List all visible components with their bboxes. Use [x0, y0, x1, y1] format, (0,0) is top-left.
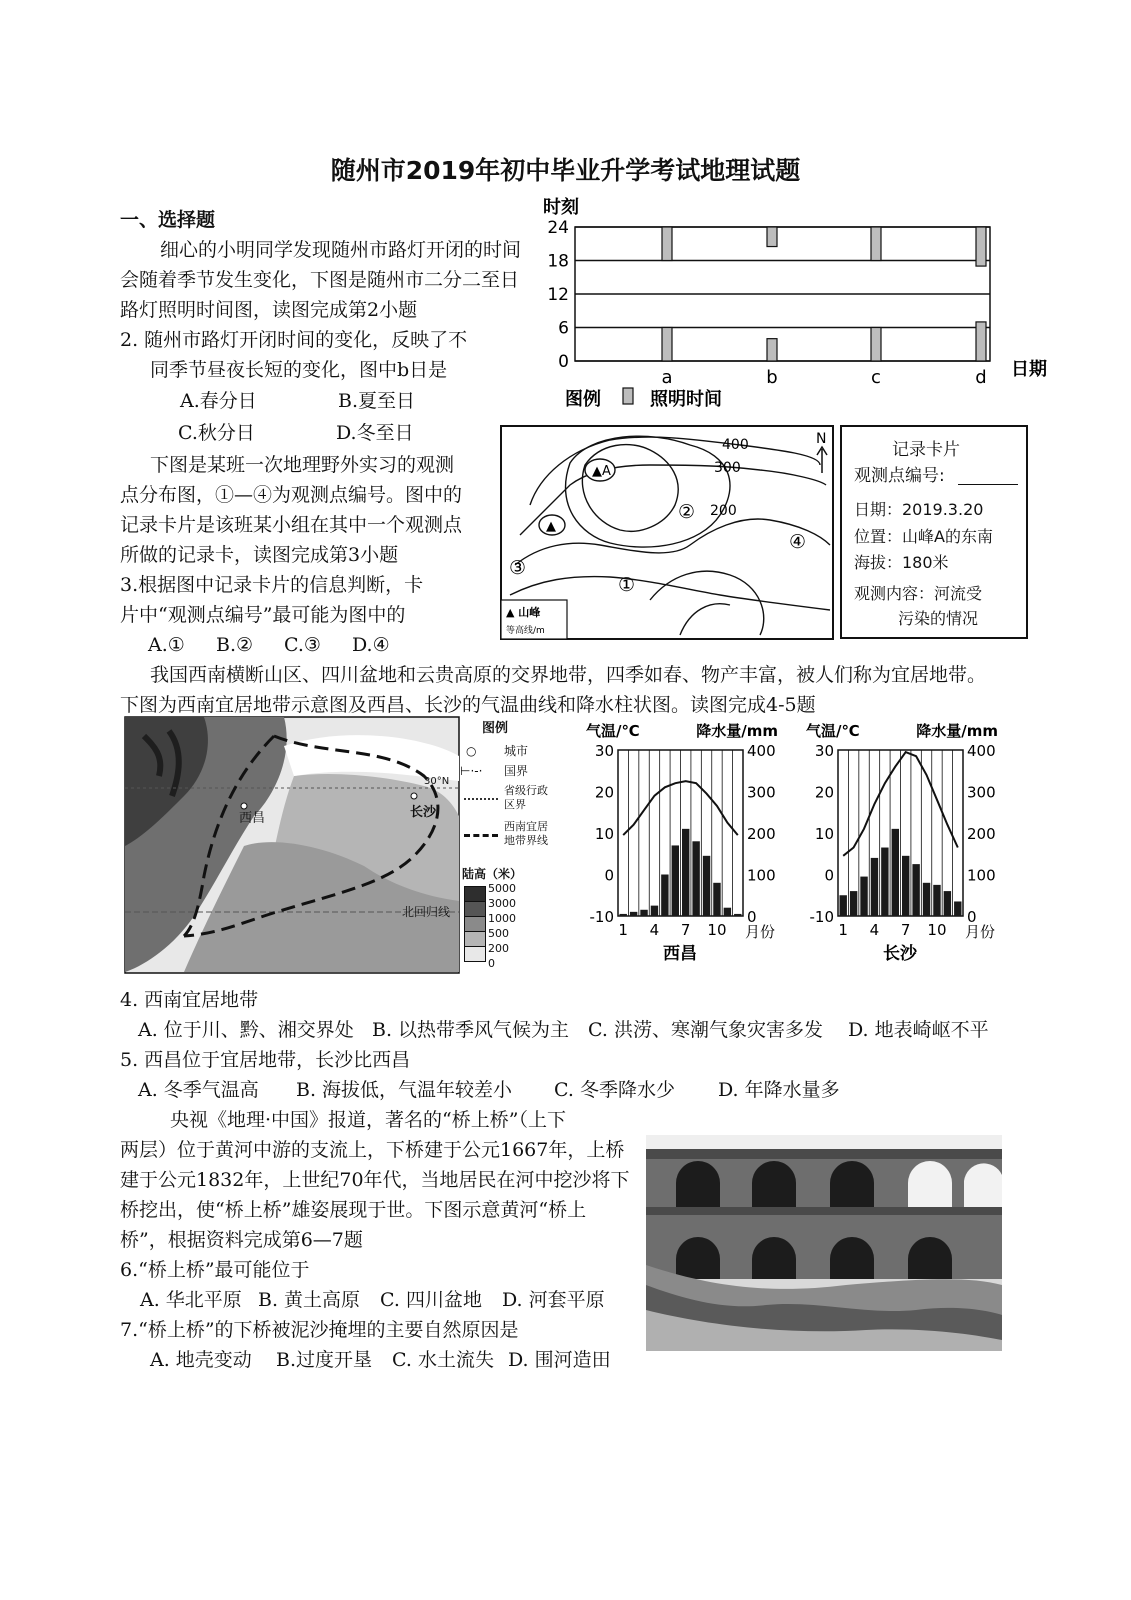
- lamp-legend-label: 照明时间: [650, 389, 722, 410]
- lamp-legend-prefix: 图例: [565, 389, 601, 410]
- climate-month-label: 月份: [965, 923, 996, 941]
- page-title: 随州市2019年初中毕业升学考试地理试题: [330, 156, 801, 185]
- q7-option-b[interactable]: B.过度开垦: [276, 1349, 373, 1371]
- intro-line: 下图为西南宜居地带示意图及西昌、长沙的气温曲线和降水柱状图。读图完成4-5题: [120, 694, 816, 716]
- intro-line: 下图是某班一次地理野外实习的观测: [150, 454, 455, 476]
- climate-precip-label: 降水量/mm: [696, 722, 778, 740]
- lamp-bar: [767, 227, 777, 247]
- climate-month-label: 月份: [745, 923, 776, 941]
- climate-station-name: 西昌: [663, 944, 697, 964]
- lamp-bar: [871, 328, 881, 362]
- lamp-y-tick: 12: [547, 285, 569, 305]
- lamp-legend-swatch: [623, 388, 633, 404]
- climate-right-tick: 400: [967, 742, 996, 760]
- climate-right-tick: 0: [747, 908, 757, 926]
- observation-point-3: ③: [509, 557, 527, 579]
- record-card-id: 观测点编号:: [854, 466, 945, 486]
- lamp-lighting-chart: [535, 195, 1055, 415]
- lamp-y-tick: 0: [558, 352, 569, 372]
- precip-bar: [954, 901, 961, 916]
- q4-option-c[interactable]: C. 洪涝、寒潮气象灾害多发: [588, 1019, 823, 1041]
- climate-right-tick: 100: [967, 866, 996, 885]
- climate-x-tick: 10: [707, 921, 727, 939]
- map-legend-belt: 西南宜居地带界线: [504, 820, 548, 847]
- precip-bar: [672, 845, 679, 916]
- climate-station-name: 长沙: [883, 944, 917, 964]
- precip-bar: [640, 910, 647, 916]
- climate-x-tick: 4: [649, 921, 660, 939]
- intro-line: 点分布图，①—④为观测点编号。图中的: [120, 484, 463, 506]
- observation-point-2: ②: [678, 501, 696, 523]
- precip-bar: [850, 891, 857, 916]
- elev-label: 5000: [488, 882, 516, 895]
- north-label: N: [816, 431, 827, 447]
- bridge-photo: [646, 1135, 1002, 1351]
- southwest-livable-belt-map: [124, 716, 460, 974]
- contour-label-200: 200: [710, 503, 737, 519]
- map-lat-30: 30°N: [424, 776, 450, 787]
- climate-x-tick: 7: [680, 921, 691, 939]
- intro-line: 两层）位于黄河中游的支流上，下桥建于公元1667年，上桥: [120, 1139, 625, 1161]
- precip-bar: [651, 906, 658, 916]
- q5-option-b[interactable]: B. 海拔低，气温年较差小: [296, 1079, 513, 1101]
- elev-label: 200: [488, 942, 509, 955]
- question-4-stem: 4. 西南宜居地带: [120, 989, 259, 1011]
- precip-bar: [734, 914, 741, 916]
- contour-label-400: 400: [722, 437, 749, 453]
- intro-line: 路灯照明时间图，读图完成第2小题: [120, 299, 418, 321]
- q3-option-a[interactable]: A.①: [148, 634, 185, 656]
- record-card-content: 污染的情况: [898, 609, 979, 628]
- lamp-y-tick: 6: [558, 318, 569, 339]
- record-card-content: 观测内容：河流受: [854, 584, 983, 603]
- lamp-bar: [662, 328, 672, 362]
- elev-label: 500: [488, 927, 509, 940]
- intro-line: 会随着季节发生变化，下图是随州市二分二至日: [120, 269, 520, 291]
- lamp-bar: [976, 227, 986, 266]
- precip-bar: [933, 885, 940, 916]
- q5-option-c[interactable]: C. 冬季降水少: [554, 1079, 675, 1101]
- q4-option-d[interactable]: D. 地表崎岖不平: [848, 1019, 989, 1041]
- contour-map: [500, 425, 834, 640]
- map-tropic-label: 北回归线: [402, 905, 451, 919]
- record-card-id-blank: [958, 484, 1018, 485]
- lamp-x-tick: d: [975, 367, 987, 388]
- map-legend-elev-title: 陆高（米）: [462, 867, 523, 881]
- precip-bar: [944, 891, 951, 916]
- q3-option-b[interactable]: B.②: [216, 634, 254, 656]
- lamp-x-tick: a: [661, 367, 673, 388]
- q3-option-c[interactable]: C.③: [284, 634, 321, 656]
- q4-option-a[interactable]: A. 位于川、黔、湘交界处: [138, 1019, 354, 1041]
- q6-option-c[interactable]: C. 四川盆地: [380, 1289, 482, 1311]
- lamp-bar: [976, 322, 986, 361]
- climate-left-tick: 30: [814, 742, 834, 760]
- climate-right-tick: 0: [967, 908, 977, 926]
- peak-icon: ▲: [546, 519, 556, 534]
- q2-option-b[interactable]: B.夏至日: [338, 390, 416, 412]
- q5-option-d[interactable]: D. 年降水量多: [718, 1079, 840, 1101]
- contour-label-300: 300: [714, 460, 741, 476]
- map-legend-province: 省级行政区界: [504, 784, 548, 811]
- climate-x-tick: 7: [900, 921, 911, 939]
- precip-bar: [682, 829, 689, 916]
- record-card-altitude: 海拔：180米: [854, 553, 949, 572]
- precip-bar: [871, 858, 878, 916]
- climate-chart-changsha: [806, 722, 998, 964]
- section-heading: 一、选择题: [120, 209, 216, 231]
- map-city-changsha: 长沙: [410, 805, 437, 820]
- map-legend-city: 城市: [504, 744, 529, 758]
- map-legend-border: 国界: [504, 764, 529, 778]
- q6-option-d[interactable]: D. 河套平原: [502, 1289, 605, 1311]
- elev-swatch-3000: [464, 901, 486, 917]
- lamp-x-tick: c: [871, 367, 881, 388]
- question-2-stem: 同季节昼夜长短的变化，图中b日是: [150, 359, 448, 381]
- precip-bar: [692, 841, 699, 916]
- climate-left-tick: 0: [824, 866, 834, 885]
- precip-bar: [860, 877, 867, 916]
- lamp-bar: [662, 227, 672, 261]
- map-city-xichang: 西昌: [239, 811, 266, 826]
- precip-bar: [724, 908, 731, 916]
- climate-left-tick: 10: [594, 825, 614, 843]
- question-3-stem: 片中“观测点编号”最可能为图中的: [120, 604, 406, 626]
- climate-left-tick: 30: [594, 742, 614, 760]
- record-card-date: 日期：2019.3.20: [854, 500, 984, 519]
- legend-contour: 等高线/m: [506, 626, 545, 636]
- precip-bar: [630, 912, 637, 916]
- precip-bar: [892, 829, 899, 916]
- lamp-y-title: 时刻: [543, 197, 579, 218]
- map-legend-city-icon: ○: [466, 744, 477, 758]
- climate-right-tick: 200: [967, 825, 996, 843]
- elev-label: 1000: [488, 912, 516, 925]
- elev-swatch-500: [464, 931, 486, 947]
- legend-peak: ▲ 山峰: [506, 606, 541, 619]
- peak-a-label: ▲A: [592, 464, 611, 479]
- map-legend: [460, 720, 556, 980]
- lamp-bar: [767, 339, 777, 361]
- map-legend-province-icon: [464, 798, 498, 800]
- climate-left-tick: 0: [604, 866, 614, 885]
- q7-option-a[interactable]: A. 地壳变动: [150, 1349, 252, 1371]
- q3-option-d[interactable]: D.④: [352, 634, 390, 656]
- climate-left-tick: 20: [814, 783, 834, 802]
- precip-bar: [620, 914, 627, 916]
- question-3-stem: 3.根据图中记录卡片的信息判断，卡: [120, 574, 424, 596]
- intro-line: 我国西南横断山区、四川盆地和云贵高原的交界地带，四季如春、物产丰富，被人们称为宜居地带。: [150, 664, 987, 686]
- precip-bar: [902, 856, 909, 916]
- climate-charts: [570, 716, 1030, 966]
- q2-option-d[interactable]: D.冬至日: [336, 422, 414, 444]
- lamp-x-tick: b: [766, 367, 778, 388]
- precip-bar: [713, 883, 720, 916]
- elev-swatch-1000: [464, 916, 486, 932]
- climate-left-tick: 20: [594, 783, 614, 802]
- precip-bar: [912, 864, 919, 916]
- precip-bar: [703, 856, 710, 916]
- elev-label: 3000: [488, 897, 516, 910]
- precip-bar: [923, 883, 930, 916]
- climate-x-tick: 10: [927, 921, 947, 939]
- lamp-bar: [871, 227, 881, 261]
- intro-line: 细心的小明同学发现随州市路灯开闭的时间: [160, 239, 522, 261]
- question-7-stem: 7.“桥上桥”的下桥被泥沙掩埋的主要自然原因是: [120, 1319, 519, 1341]
- elev-swatch-200: [464, 946, 486, 962]
- map-legend-belt-icon: [464, 834, 498, 837]
- climate-right-tick: 300: [967, 783, 996, 802]
- map-legend-title: 图例: [482, 721, 509, 736]
- question-2-stem: 2. 随州市路灯开闭时间的变化，反映了不: [120, 329, 468, 351]
- lamp-y-tick: 24: [547, 218, 569, 238]
- climate-x-tick: 1: [838, 921, 848, 939]
- intro-line: 建于公元1832年，上世纪70年代，当地居民在河中挖沙将下: [120, 1169, 630, 1191]
- q6-option-a[interactable]: A. 华北平原: [140, 1289, 242, 1311]
- climate-right-tick: 400: [747, 742, 776, 760]
- q6-option-b[interactable]: B. 黄土高原: [258, 1289, 361, 1311]
- record-card-position: 位置：山峰A的东南: [854, 527, 993, 546]
- observation-point-1: ①: [618, 574, 636, 596]
- climate-x-tick: 4: [869, 921, 880, 939]
- q5-option-a[interactable]: A. 冬季气温高: [138, 1079, 259, 1101]
- climate-left-tick: -10: [809, 908, 834, 926]
- intro-line: 央视《地理·中国》报道，著名的“桥上桥”（上下: [170, 1109, 566, 1131]
- question-6-stem: 6.“桥上桥”最可能位于: [120, 1259, 310, 1281]
- climate-right-tick: 100: [747, 866, 776, 885]
- climate-temp-label: 气温/℃: [806, 722, 860, 740]
- climate-right-tick: 300: [747, 783, 776, 802]
- precip-bar: [661, 875, 668, 917]
- record-card: [840, 425, 1028, 639]
- observation-point-4: ④: [789, 531, 807, 553]
- precip-bar: [881, 848, 888, 916]
- climate-precip-label: 降水量/mm: [916, 722, 998, 740]
- q7-option-d[interactable]: D. 围河造田: [508, 1349, 611, 1371]
- climate-chart-xichang: [586, 722, 778, 964]
- climate-temp-label: 气温/℃: [586, 722, 640, 740]
- q4-option-b[interactable]: B. 以热带季风气候为主: [372, 1019, 570, 1041]
- lamp-y-tick: 18: [547, 251, 569, 272]
- q2-option-a[interactable]: A.春分日: [180, 390, 257, 412]
- climate-left-tick: -10: [589, 908, 614, 926]
- precip-bar: [840, 895, 847, 916]
- elev-swatch-5000: [464, 886, 486, 902]
- elev-label: 0: [488, 957, 495, 970]
- map-legend-border-icon: ⊢·-·: [460, 764, 483, 778]
- climate-right-tick: 200: [747, 825, 776, 843]
- question-5-stem: 5. 西昌位于宜居地带，长沙比西昌: [120, 1049, 411, 1071]
- intro-line: 桥挖出，使“桥上桥”雄姿展现于世。下图示意黄河“桥上: [120, 1199, 587, 1221]
- intro-line: 桥”，根据资料完成第6—7题: [120, 1229, 363, 1251]
- lamp-x-title: 日期: [1011, 359, 1047, 380]
- q2-option-c[interactable]: C.秋分日: [178, 422, 255, 444]
- intro-line: 所做的记录卡，读图完成第3小题: [120, 544, 399, 566]
- climate-x-tick: 1: [618, 921, 628, 939]
- q7-option-c[interactable]: C. 水土流失: [392, 1349, 494, 1371]
- record-card-title: 记录卡片: [892, 440, 960, 460]
- climate-left-tick: 10: [814, 825, 834, 843]
- intro-line: 记录卡片是该班某小组在其中一个观测点: [120, 514, 463, 536]
